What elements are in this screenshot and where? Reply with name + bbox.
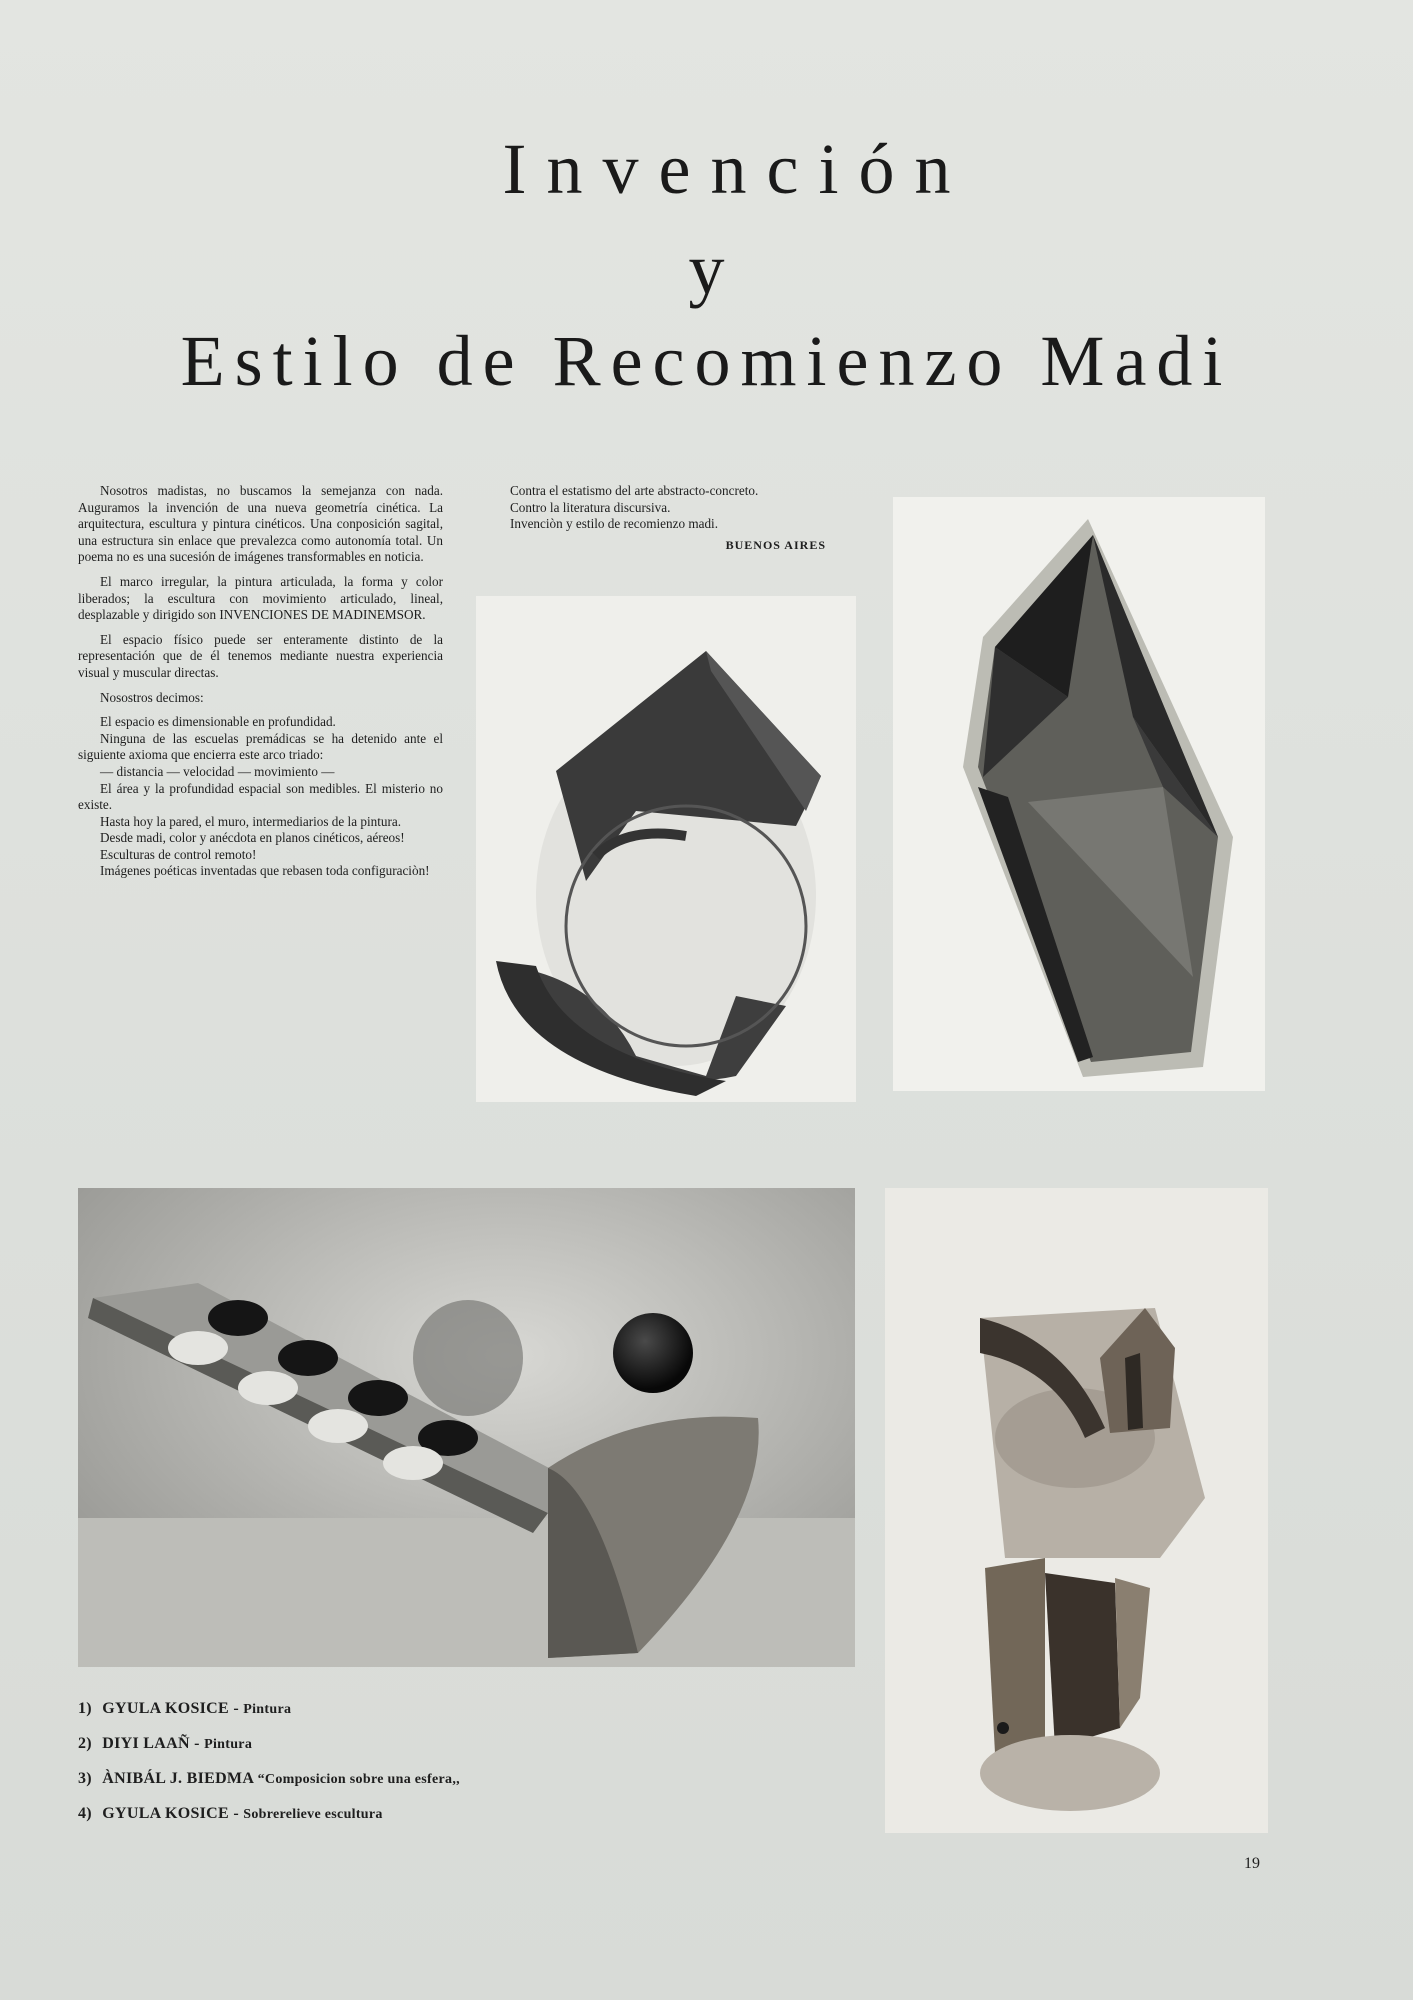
manifesto-column-2	[488, 483, 826, 553]
sobrerelieve-image	[885, 1188, 1268, 1833]
caption-artist: GYULA KOSICE	[102, 1700, 229, 1717]
caption-separator: -	[233, 1805, 239, 1822]
paragraph: Esculturas de control remoto!	[100, 846, 257, 862]
signature: BUENOS AIRES	[725, 537, 826, 552]
paragraph: — distancia — velocidad — movimiento —	[100, 763, 335, 779]
caption-description: Sobrerelieve escultura	[243, 1807, 383, 1822]
artwork-photo-3	[78, 1188, 855, 1667]
paragraph: Nosotros madistas, no buscamos la semejanza con nada. Auguramos la invención de una nueva geometría cinética. La arquitectura, escultura y pintura cinéticos. Una conposición sagital, una estructura sin enlace que prevalezca como autonomía total. Un poema no es una sucesión de imágenes transformables en noticia.	[78, 483, 443, 565]
caption-2	[78, 1735, 858, 1753]
artwork-photo-4	[885, 1188, 1268, 1833]
caption-artist: ÀNIBÁL J. BIEDMA	[102, 1770, 254, 1787]
artwork-photo-1	[476, 596, 856, 1102]
title-line-3: Estilo de Recomienzo Madi	[180, 321, 1233, 401]
paragraph: Contra el estatismo del arte abstracto-concreto.	[510, 483, 759, 498]
sphere-composition-image	[78, 1188, 855, 1667]
paragraph: Invenciòn y estilo de recomienzo madi.	[510, 516, 718, 532]
caption-artist: GYULA KOSICE	[102, 1805, 229, 1822]
paragraph: Contro la literatura discursiva.	[510, 499, 671, 515]
artwork-photo-2	[893, 497, 1265, 1091]
caption-4	[78, 1805, 858, 1823]
caption-description: “Composicion sobre una esfera,,	[257, 1772, 460, 1787]
paragraph: El marco irregular, la pintura articulada, la forma y color liberados; la escultura con movimiento articulado, lineal, desplazable y dirigido son INVENCIONES DE MADINEMSOR.	[78, 573, 443, 623]
caption-separator: -	[233, 1700, 239, 1717]
paragraph: Hasta hoy la pared, el muro, intermediarios de la pintura.	[100, 813, 402, 829]
title-line-1: Invención	[502, 129, 971, 209]
caption-number: 2)	[78, 1735, 92, 1752]
caption-3	[78, 1770, 858, 1788]
sculpture-image	[476, 596, 856, 1102]
page-number: 19	[1244, 1855, 1260, 1872]
manifesto-column-1	[78, 483, 443, 880]
caption-1	[78, 1700, 858, 1718]
paragraph: Desde madi, color y anécdota en planos cinéticos, aéreos!	[100, 830, 405, 846]
caption-separator: -	[194, 1735, 200, 1752]
caption-number: 4)	[78, 1805, 92, 1822]
paragraph: El espacio es dimensionable en profundidad.	[100, 714, 336, 730]
paragraph: El área y la profundidad espacial son medibles. El misterio no existe.	[78, 780, 443, 813]
paragraph: Ninguna de las escuelas premádicas se ha detenido ante el siguiente axioma que encierra este arco triado:	[78, 730, 443, 763]
paragraph: El espacio físico puede ser enteramente distinto de la representación que de él tenemos mediante nuestra experiencia visual y muscular directas.	[78, 631, 443, 680]
paragraph: Imágenes poéticas inventadas que rebasen toda configuraciòn!	[100, 863, 430, 879]
caption-description: Pintura	[204, 1737, 253, 1752]
caption-description: Pintura	[243, 1702, 292, 1717]
title-line-2: y	[688, 229, 725, 309]
photo-captions	[78, 1700, 858, 1840]
caption-number: 1)	[78, 1700, 92, 1717]
caption-number: 3)	[78, 1770, 92, 1787]
caption-artist: DIYI LAAÑ	[102, 1735, 190, 1752]
painting-image	[893, 497, 1265, 1091]
paragraph: Nosostros decimos:	[100, 689, 204, 705]
